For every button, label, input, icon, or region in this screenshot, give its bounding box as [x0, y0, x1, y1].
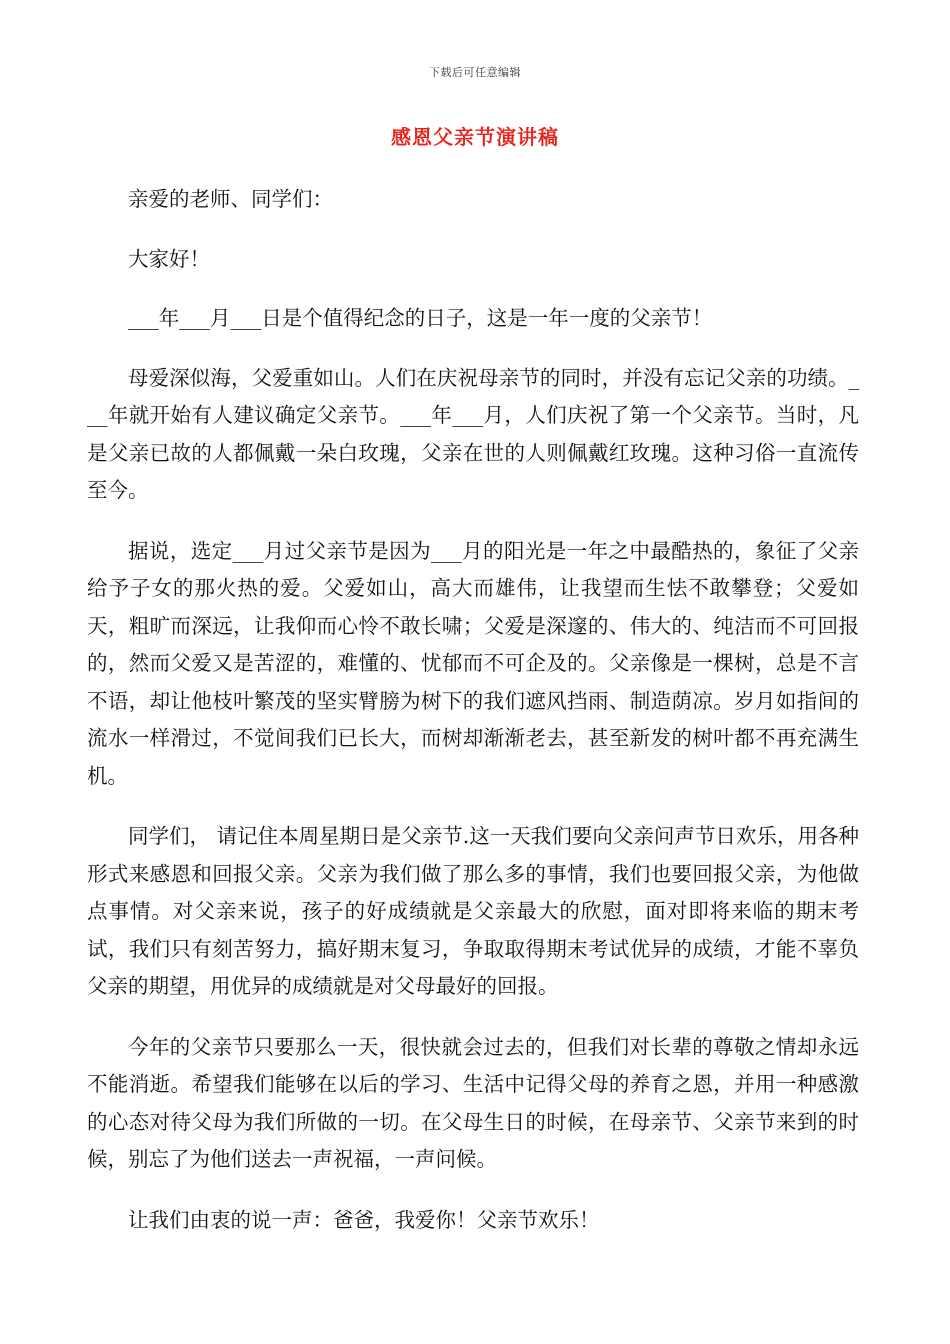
paragraph-fatherly-love: 据说，选定___月过父亲节是因为___月的阳光是一年之中最酷热的，象征了父亲给予子女的那火热的爱。父爱如山，高大而雄伟，让我望而生怯不敢攀登；父爱如天，粗旷而深远，让我仰而心怜不敢长啸；父爱是深邃的、伟大的、纯洁而不可回报的，然而父爱又是苦涩的，难懂的、忧郁而不可企及的。父亲像是一棵树，总是不言不语，却让他枝叶繁茂的坚实臂膀为树下的我们遮风挡雨、制造荫凉。岁月如指间的流水一样滑过，不觉间我们已长大，而树却渐渐老去，甚至新发的树叶都不再充满生机。: [87, 538, 859, 788]
paragraph-students: 同学们， 请记住本周星期日是父亲节.这一天我们要向父亲问声节日欢乐，用各种形式来感恩和回报父亲。父亲为我们做了那么多的事情，我们也要回报父亲，为他做点事情。对父亲来说，孩子的好成绩就是父亲最大的欣慰，面对即将来临的期末考试，我们只有刻苦努力，搞好期末复习，争取取得期末考试优异的成绩，才能不辜负父亲的期望，用优异的成绩就是对父母最好的回报。: [87, 824, 859, 998]
paragraph-history: 母爱深似海，父爱重如山。人们在庆祝母亲节的同时，并没有忘记父亲的功绩。___年就开始有人建议确定父亲节。___年___月，人们庆祝了第一个父亲节。当时，凡是父亲已故的人都佩戴一朵白玫瑰，父亲在世的人则佩戴红玫瑰。这种习俗一直流传至今。: [87, 365, 859, 502]
paragraph-closing: 让我们由衷的说一声：爸爸，我爱你！父亲节欢乐！: [128, 1207, 600, 1232]
paragraph-respect: 今年的父亲节只要那么一天，很快就会过去的，但我们对长辈的尊敬之情却永远不能消逝。希望我们能够在以后的学习、生活中记得父母的养育之恩，并用一种感激的心态对待父母为我们所做的一切。在父母生日的时候，在母亲节、父亲节来到的时候，别忘了为他们送去一声祝福，一声问候。: [87, 1034, 859, 1171]
header-note: 下载后可任意编辑: [429, 66, 521, 79]
paragraph-greeting: 大家好！: [128, 246, 210, 271]
document-title: 感恩父亲节演讲稿: [391, 125, 559, 149]
paragraph-date: ___年___月___日是个值得纪念的日子，这是一年一度的父亲节！: [128, 306, 713, 330]
paragraph-salutation: 亲爱的老师、同学们：: [128, 187, 333, 211]
document-body: [87, 181, 859, 1262]
